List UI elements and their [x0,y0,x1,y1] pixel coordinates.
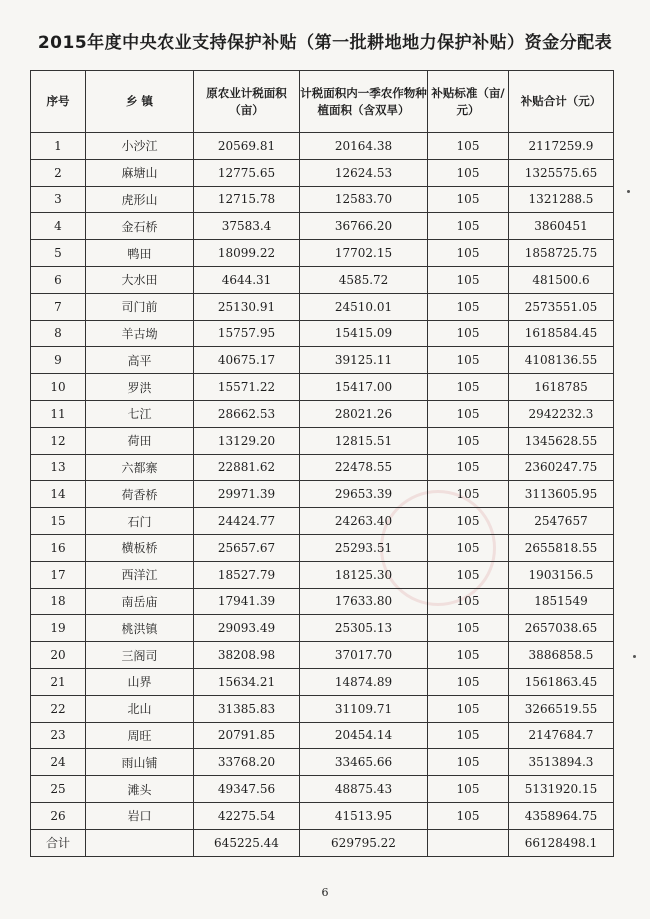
cell-total: 3860451 [509,213,614,240]
cell-seq: 5 [31,240,86,267]
cell-total: 1851549 [509,588,614,615]
total-subsidy: 66128498.1 [509,829,614,856]
cell-original-area: 12715.78 [194,186,300,213]
cell-standard: 105 [428,508,509,535]
cell-town: 石门 [86,508,194,535]
cell-planted-area: 15415.09 [300,320,428,347]
cell-town: 鸭田 [86,240,194,267]
cell-total: 1345628.55 [509,427,614,454]
cell-standard: 105 [428,642,509,669]
cell-original-area: 29093.49 [194,615,300,642]
table-row [31,776,614,803]
cell-total: 3113605.95 [509,481,614,508]
cell-planted-area: 29653.39 [300,481,428,508]
cell-planted-area: 17702.15 [300,240,428,267]
cell-original-area: 29971.39 [194,481,300,508]
cell-seq: 12 [31,427,86,454]
cell-total: 1903156.5 [509,561,614,588]
table-row [31,427,614,454]
table-row [31,213,614,240]
cell-town: 小沙江 [86,133,194,160]
table-row [31,374,614,401]
cell-planted-area: 12624.53 [300,159,428,186]
cell-town: 桃洪镇 [86,615,194,642]
cell-total: 481500.6 [509,266,614,293]
cell-town: 荷香桥 [86,481,194,508]
cell-original-area: 17941.39 [194,588,300,615]
cell-planted-area: 20454.14 [300,722,428,749]
cell-seq: 18 [31,588,86,615]
cell-town: 横板桥 [86,534,194,561]
table-row [31,293,614,320]
cell-town: 岩口 [86,802,194,829]
cell-original-area: 25657.67 [194,534,300,561]
cell-standard: 105 [428,776,509,803]
cell-town: 虎形山 [86,186,194,213]
total-label: 合计 [31,829,86,856]
cell-original-area: 13129.20 [194,427,300,454]
cell-planted-area: 41513.95 [300,802,428,829]
cell-standard: 105 [428,668,509,695]
cell-seq: 14 [31,481,86,508]
cell-total: 4108136.55 [509,347,614,374]
cell-original-area: 24424.77 [194,508,300,535]
cell-total: 3886858.5 [509,642,614,669]
cell-seq: 10 [31,374,86,401]
table-row [31,668,614,695]
cell-standard: 105 [428,534,509,561]
table-row [31,454,614,481]
cell-total: 1858725.75 [509,240,614,267]
cell-total: 2547657 [509,508,614,535]
cell-planted-area: 24263.40 [300,508,428,535]
table-row [31,588,614,615]
cell-town: 大水田 [86,266,194,293]
cell-standard: 105 [428,695,509,722]
cell-original-area: 18527.79 [194,561,300,588]
cell-seq: 21 [31,668,86,695]
cell-planted-area: 12815.51 [300,427,428,454]
cell-town: 荷田 [86,427,194,454]
cell-planted-area: 20164.38 [300,133,428,160]
cell-planted-area: 39125.11 [300,347,428,374]
cell-planted-area: 18125.30 [300,561,428,588]
cell-original-area: 22881.62 [194,454,300,481]
cell-planted-area: 31109.71 [300,695,428,722]
cell-standard: 105 [428,133,509,160]
scan-speck [627,190,630,193]
cell-town: 北山 [86,695,194,722]
cell-standard: 105 [428,293,509,320]
cell-original-area: 40675.17 [194,347,300,374]
cell-town: 司门前 [86,293,194,320]
page-number: 6 [321,886,329,899]
cell-town: 雨山铺 [86,749,194,776]
cell-original-area: 28662.53 [194,400,300,427]
cell-total: 2360247.75 [509,454,614,481]
cell-town: 滩头 [86,776,194,803]
cell-standard: 105 [428,427,509,454]
cell-standard: 105 [428,615,509,642]
cell-seq: 19 [31,615,86,642]
cell-standard: 105 [428,213,509,240]
cell-standard: 105 [428,159,509,186]
cell-total: 3266519.55 [509,695,614,722]
cell-town: 山界 [86,668,194,695]
cell-total: 1325575.65 [509,159,614,186]
cell-planted-area: 33465.66 [300,749,428,776]
cell-standard: 105 [428,400,509,427]
cell-total: 2657038.65 [509,615,614,642]
cell-seq: 2 [31,159,86,186]
page-title: 2015年度中央农业支持保护补贴（第一批耕地地力保护补贴）资金分配表 [37,33,613,53]
cell-total: 1618785 [509,374,614,401]
table-row [31,508,614,535]
cell-town: 羊古坳 [86,320,194,347]
cell-town: 金石桥 [86,213,194,240]
cell-planted-area: 48875.43 [300,776,428,803]
table-row [31,481,614,508]
cell-seq: 16 [31,534,86,561]
cell-original-area: 4644.31 [194,266,300,293]
cell-seq: 15 [31,508,86,535]
cell-town: 高平 [86,347,194,374]
cell-planted-area: 15417.00 [300,374,428,401]
cell-seq: 11 [31,400,86,427]
table-row [31,159,614,186]
cell-standard: 105 [428,749,509,776]
cell-planted-area: 36766.20 [300,213,428,240]
cell-seq: 23 [31,722,86,749]
table-row [31,347,614,374]
cell-seq: 8 [31,320,86,347]
header-standard: 补贴标准（亩/元） [428,71,509,133]
table-row [31,320,614,347]
cell-seq: 1 [31,133,86,160]
cell-seq: 22 [31,695,86,722]
table-row [31,266,614,293]
table-row [31,534,614,561]
cell-planted-area: 22478.55 [300,454,428,481]
cell-planted-area: 24510.01 [300,293,428,320]
cell-seq: 6 [31,266,86,293]
cell-town: 周旺 [86,722,194,749]
cell-seq: 7 [31,293,86,320]
cell-planted-area: 14874.89 [300,668,428,695]
cell-total: 1321288.5 [509,186,614,213]
header-town: 乡 镇 [86,71,194,133]
cell-standard: 105 [428,561,509,588]
table-body [31,133,614,830]
cell-original-area: 15634.21 [194,668,300,695]
cell-standard: 105 [428,802,509,829]
cell-total: 2573551.05 [509,293,614,320]
table-row [31,642,614,669]
cell-standard: 105 [428,588,509,615]
cell-original-area: 12775.65 [194,159,300,186]
table-row [31,749,614,776]
cell-town: 三阁司 [86,642,194,669]
cell-original-area: 20569.81 [194,133,300,160]
table-row [31,615,614,642]
cell-planted-area: 37017.70 [300,642,428,669]
cell-town: 七江 [86,400,194,427]
scan-speck [633,655,636,658]
cell-seq: 4 [31,213,86,240]
total-original-area: 645225.44 [194,829,300,856]
cell-original-area: 37583.4 [194,213,300,240]
cell-town: 六都寨 [86,454,194,481]
total-planted-area: 629795.22 [300,829,428,856]
cell-standard: 105 [428,347,509,374]
cell-total: 2942232.3 [509,400,614,427]
cell-seq: 20 [31,642,86,669]
cell-standard: 105 [428,240,509,267]
cell-original-area: 15757.95 [194,320,300,347]
cell-planted-area: 12583.70 [300,186,428,213]
cell-original-area: 33768.20 [194,749,300,776]
cell-standard: 105 [428,320,509,347]
table-row [31,133,614,160]
cell-planted-area: 25293.51 [300,534,428,561]
cell-original-area: 42275.54 [194,802,300,829]
cell-total: 1561863.45 [509,668,614,695]
table-row [31,722,614,749]
cell-standard: 105 [428,454,509,481]
table-row [31,561,614,588]
cell-planted-area: 4585.72 [300,266,428,293]
header-planted-area: 计税面积内一季农作物种植面积（含双旱） [300,71,428,133]
table-header-row [31,71,614,133]
cell-town: 西洋江 [86,561,194,588]
cell-seq: 26 [31,802,86,829]
cell-seq: 3 [31,186,86,213]
cell-planted-area: 25305.13 [300,615,428,642]
table-row [31,186,614,213]
cell-original-area: 15571.22 [194,374,300,401]
cell-planted-area: 28021.26 [300,400,428,427]
header-original-area: 原农业计税面积（亩） [194,71,300,133]
cell-total: 1618584.45 [509,320,614,347]
cell-original-area: 31385.83 [194,695,300,722]
cell-seq: 17 [31,561,86,588]
table-row [31,695,614,722]
cell-original-area: 18099.22 [194,240,300,267]
cell-original-area: 20791.85 [194,722,300,749]
header-seq: 序号 [31,71,86,133]
cell-total: 2147684.7 [509,722,614,749]
cell-seq: 13 [31,454,86,481]
cell-seq: 9 [31,347,86,374]
cell-town: 麻塘山 [86,159,194,186]
cell-seq: 25 [31,776,86,803]
table-row [31,240,614,267]
subsidy-table [30,70,614,857]
cell-planted-area: 17633.80 [300,588,428,615]
header-total: 补贴合计（元） [509,71,614,133]
cell-standard: 105 [428,186,509,213]
cell-standard: 105 [428,481,509,508]
cell-total: 2117259.9 [509,133,614,160]
cell-original-area: 38208.98 [194,642,300,669]
table-row [31,400,614,427]
cell-standard: 105 [428,374,509,401]
cell-standard: 105 [428,722,509,749]
cell-seq: 24 [31,749,86,776]
cell-town: 罗洪 [86,374,194,401]
total-row [31,829,614,856]
cell-total: 2655818.55 [509,534,614,561]
total-town [86,829,194,856]
table-row [31,802,614,829]
cell-total: 3513894.3 [509,749,614,776]
cell-total: 4358964.75 [509,802,614,829]
cell-town: 南岳庙 [86,588,194,615]
cell-total: 5131920.15 [509,776,614,803]
cell-standard: 105 [428,266,509,293]
total-standard [428,829,509,856]
cell-original-area: 49347.56 [194,776,300,803]
cell-original-area: 25130.91 [194,293,300,320]
